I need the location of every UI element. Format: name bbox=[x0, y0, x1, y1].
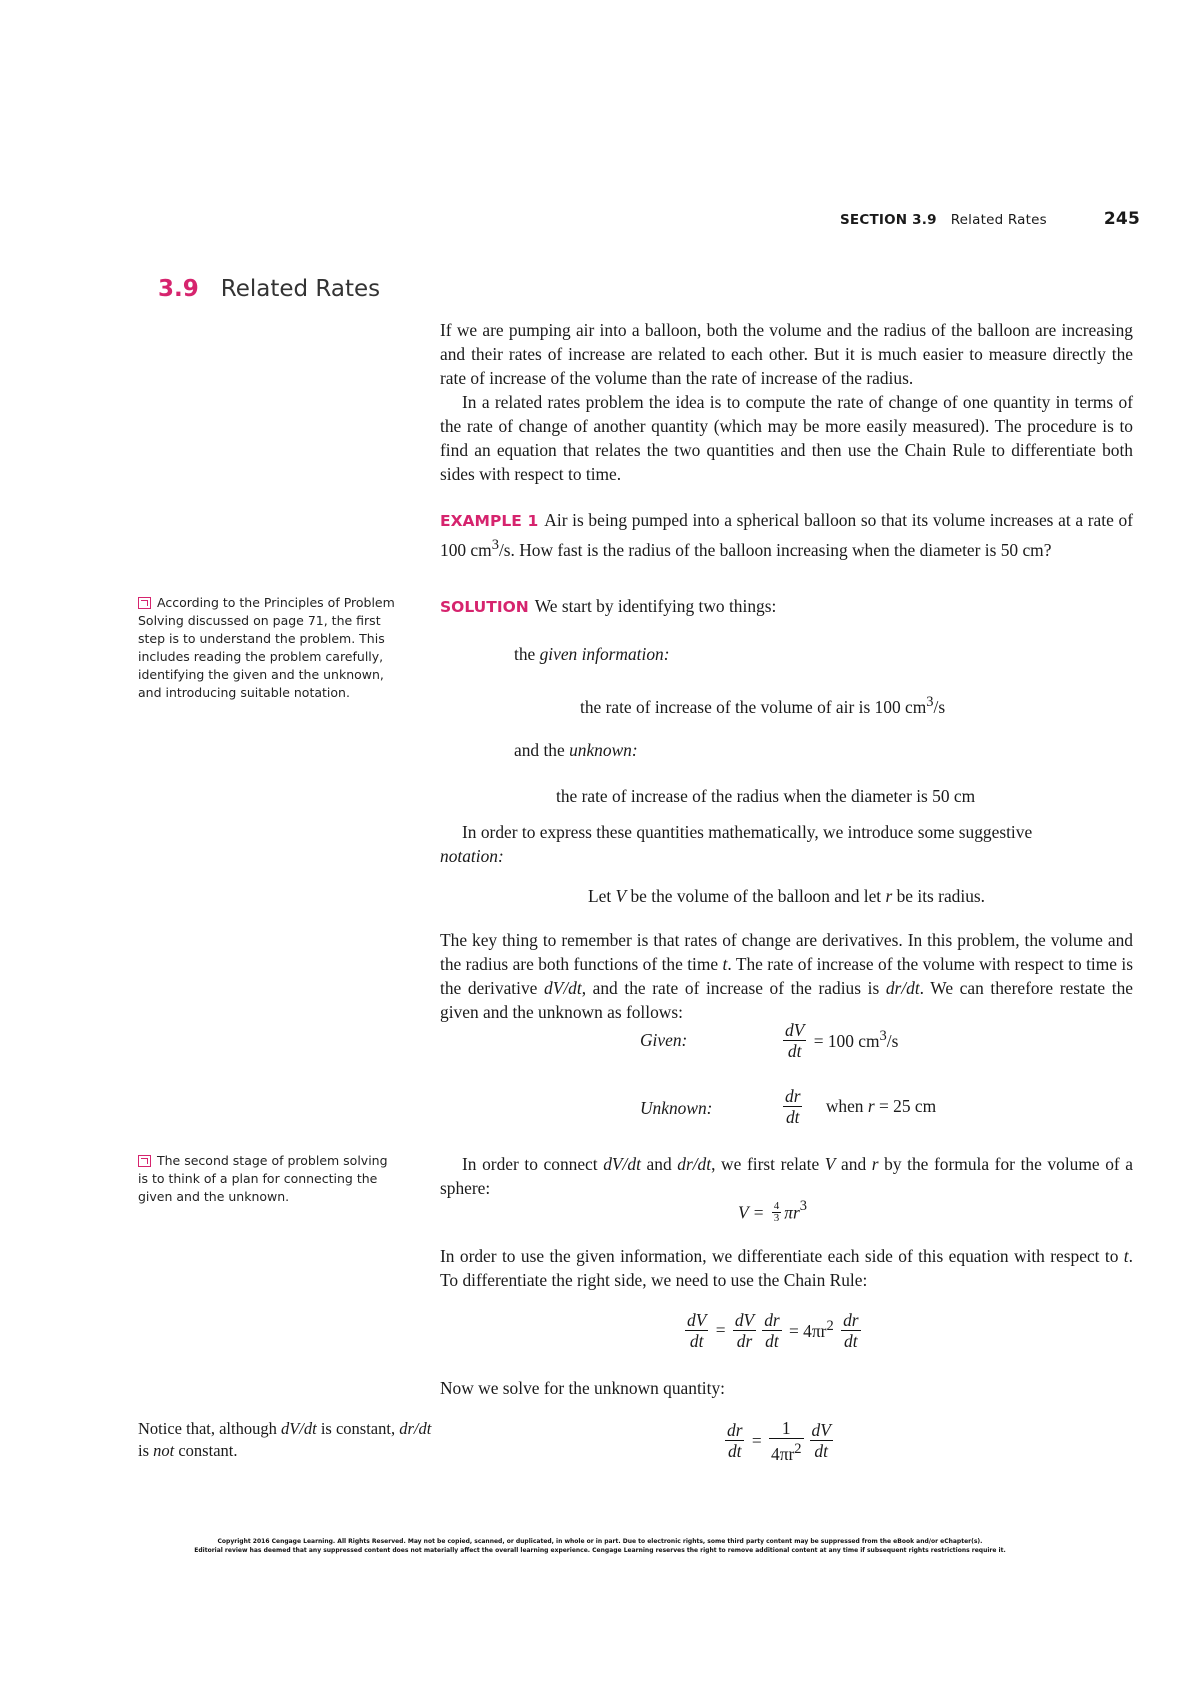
example-text-b: /s. How fast is the radius of the balloon increasing when the diameter is 50 cm? bbox=[498, 539, 1052, 560]
let-b: be the volume of the balloon and let bbox=[626, 886, 886, 906]
connect-v: V bbox=[824, 1154, 836, 1174]
sidebar-note-1 bbox=[138, 594, 400, 702]
solve-paragraph bbox=[440, 1376, 1133, 1400]
note3-not: not bbox=[153, 1441, 175, 1460]
key-d: . We can therefore restate the given and the unknown as follows: bbox=[440, 978, 1133, 1022]
page-number: 245 bbox=[1103, 209, 1140, 229]
fraction-dv-dr bbox=[733, 1310, 756, 1351]
let-v: V bbox=[615, 886, 627, 906]
given-label: given information: bbox=[539, 644, 670, 664]
sidebar-note-1-text: According to the Principles of Problem Solving discussed on page 71, the first step is to understand the problem. This includes reading the problem carefully, identifying the given and the unknown, and introducing suitable notation. bbox=[138, 595, 395, 700]
numerator: dV bbox=[734, 1310, 755, 1330]
superscript: 2 bbox=[794, 1441, 802, 1457]
unknown-eq-r: r bbox=[867, 1096, 875, 1116]
key-paragraph bbox=[440, 928, 1133, 1024]
note3-drdt: dr/dt bbox=[399, 1419, 432, 1438]
unknown-equation-label bbox=[640, 1098, 712, 1119]
sidebar-note-3 bbox=[138, 1418, 438, 1462]
superscript: 2 bbox=[826, 1318, 834, 1335]
sidebar-note-2 bbox=[138, 1152, 400, 1206]
problem-solving-icon bbox=[138, 1155, 151, 1167]
sidebar-note-2-text: The second stage of problem solving is to think of a plan for connecting the given and the unknown. bbox=[138, 1153, 388, 1204]
let-statement bbox=[440, 884, 1133, 908]
fraction-dr-dt bbox=[841, 1310, 860, 1351]
equals-sign: = bbox=[715, 1320, 726, 1340]
denominator: 4πr bbox=[771, 1443, 795, 1464]
unknown-eq-when: when bbox=[825, 1096, 868, 1116]
equals-sign: = bbox=[751, 1430, 762, 1451]
diff-t: t bbox=[1123, 1246, 1129, 1266]
given-eq-label-text: Given: bbox=[640, 1030, 688, 1050]
note3-b: is constant, bbox=[316, 1419, 400, 1438]
diff-b: . To differentiate the right side, we need to use the Chain Rule: bbox=[440, 1246, 1133, 1290]
connect-dvdt: dV/dt bbox=[603, 1154, 641, 1174]
superscript: 3 bbox=[799, 1198, 807, 1214]
running-header bbox=[840, 209, 1140, 229]
denominator: dt bbox=[727, 1441, 742, 1462]
page-title bbox=[158, 276, 380, 302]
notation-label: notation: bbox=[440, 846, 504, 866]
connect-e: by the formula for the volume of a sphere: bbox=[440, 1154, 1134, 1198]
denominator: dt bbox=[689, 1331, 704, 1351]
copyright-footer bbox=[0, 1537, 1200, 1555]
key-a: The key thing to remember is that rates of change are derivatives. In this problem, the volume and the radius are both functions of the time bbox=[440, 930, 1133, 974]
note3-d: constant. bbox=[174, 1441, 238, 1460]
intro-paragraph-2: In a related rates problem the idea is to compute the rate of change of one quantity in terms of the rate of change of another quantity (which may be more easily measured). The procedure is to find an equation that relates the two quantities and then use the Chain Rule to differentiate both sides with respect to time. bbox=[440, 392, 1133, 484]
given-value-line bbox=[580, 690, 1120, 719]
numerator: dV bbox=[785, 1020, 805, 1040]
unknown-equation bbox=[780, 1086, 936, 1127]
title-text: Related Rates bbox=[220, 276, 381, 302]
given-eq-tail: /s bbox=[886, 1031, 899, 1052]
fraction-dr-dt bbox=[725, 1420, 744, 1461]
fraction-dv-dt bbox=[783, 1020, 806, 1061]
solution-label: SOLUTION bbox=[440, 598, 529, 616]
note3-dvdt: dV/dt bbox=[280, 1419, 317, 1438]
fraction-four-thirds bbox=[772, 1201, 782, 1224]
denominator: dt bbox=[814, 1441, 828, 1462]
connect-paragraph bbox=[440, 1152, 1133, 1200]
connect-a: In order to connect bbox=[462, 1154, 604, 1174]
denominator: dt bbox=[785, 1107, 800, 1127]
numerator: 4 bbox=[773, 1200, 780, 1213]
superscript: 3 bbox=[926, 694, 934, 710]
example-1 bbox=[440, 508, 1133, 562]
given-value-unit: /s bbox=[933, 696, 946, 717]
unknown-prefix: and the bbox=[514, 740, 570, 760]
key-c: , and the rate of increase of the radius is bbox=[581, 978, 886, 998]
sphere-lhs: V = bbox=[738, 1202, 769, 1223]
fraction-dr-dt bbox=[762, 1310, 781, 1351]
sphere-formula bbox=[738, 1198, 807, 1224]
key-t: t bbox=[722, 954, 728, 974]
given-info-line bbox=[514, 642, 1114, 666]
title-number: 3.9 bbox=[158, 276, 199, 302]
solve-text: Now we solve for the unknown quantity: bbox=[440, 1378, 725, 1398]
numerator: dr bbox=[785, 1086, 801, 1106]
example-text-a: Air is being pumped into a spherical balloon so that its volume increases at a rate of 100 cm bbox=[440, 510, 1133, 560]
numerator: 1 bbox=[769, 1418, 804, 1439]
key-drdt: dr/dt bbox=[885, 978, 920, 998]
denominator: 3 bbox=[773, 1212, 780, 1225]
differentiate-paragraph bbox=[440, 1244, 1133, 1292]
let-a: Let bbox=[587, 886, 616, 906]
superscript: 3 bbox=[491, 537, 499, 553]
footer-line-1: Copyright 2016 Cengage Learning. All Rights Reserved. May not be copied, scanned, or duplicated, in whole or in part. Due to electronic rights, some third party content may be suppressed from the eBook and/or eChapter(s). bbox=[217, 1538, 983, 1545]
given-equation bbox=[780, 1020, 898, 1061]
denominator: dr bbox=[736, 1331, 753, 1351]
superscript: 3 bbox=[879, 1028, 887, 1045]
fraction-dv-dt bbox=[810, 1420, 833, 1461]
unknown-eq-label-text: Unknown: bbox=[640, 1098, 713, 1118]
chain-coefficient: = 4πr bbox=[789, 1321, 827, 1342]
note3-a: Notice that, although bbox=[138, 1419, 281, 1438]
unknown-label: unknown: bbox=[569, 740, 638, 760]
numerator: dV bbox=[687, 1310, 707, 1330]
given-prefix: the bbox=[514, 644, 540, 664]
problem-solving-icon bbox=[138, 597, 151, 609]
example-label: EXAMPLE 1 bbox=[440, 512, 539, 530]
section-number: SECTION 3.9 bbox=[840, 212, 937, 228]
connect-r: r bbox=[871, 1154, 879, 1174]
denominator: dt bbox=[844, 1331, 858, 1351]
denominator: dt bbox=[765, 1331, 779, 1351]
unknown-value: the rate of increase of the radius when the diameter is 50 cm bbox=[556, 786, 976, 806]
footer-line-2: Editorial review has deemed that any suppressed content does not materially affect the overall learning experience. Cengage Learning reserves the right to remove additional content at any time if subsequent rights restrictions require it. bbox=[194, 1547, 1006, 1554]
section-title: Related Rates bbox=[950, 212, 1047, 228]
connect-b: and bbox=[640, 1154, 678, 1174]
unknown-eq-val: = 25 cm bbox=[874, 1096, 937, 1116]
numerator: dr bbox=[727, 1420, 743, 1441]
chain-rule-equation bbox=[682, 1310, 864, 1351]
let-r: r bbox=[885, 886, 893, 906]
solve-equation bbox=[722, 1418, 836, 1464]
connect-drdt: dr/dt bbox=[677, 1154, 712, 1174]
notation-paragraph bbox=[440, 820, 1133, 868]
intro-paragraph-1: If we are pumping air into a balloon, both the volume and the radius of the balloon are increasing and their rates of increase are related to each other. But it is much easier to measure directly the rate of increase of the volume than the rate of increase of the radius. bbox=[440, 320, 1133, 388]
numerator: dV bbox=[811, 1420, 831, 1441]
solution-intro bbox=[440, 594, 1133, 619]
note3-c: is bbox=[138, 1441, 154, 1460]
connect-c: , we first relate bbox=[711, 1154, 825, 1174]
fraction-dv-dt bbox=[685, 1310, 708, 1351]
solution-text: We start by identifying two things: bbox=[534, 596, 777, 616]
numerator: dr bbox=[764, 1310, 780, 1330]
notation-text: In order to express these quantities mathematically, we introduce some suggestive bbox=[462, 822, 1033, 842]
given-eq-rhs: = 100 cm bbox=[813, 1031, 880, 1052]
fraction-dr-dt bbox=[783, 1086, 802, 1127]
diff-a: In order to use the given information, we differentiate each side of this equation with respect to bbox=[440, 1246, 1124, 1266]
key-dvdt: dV/dt bbox=[544, 978, 582, 998]
unknown-line bbox=[514, 738, 1114, 762]
numerator: dr bbox=[843, 1310, 859, 1330]
key-b: . The rate of increase of the volume with respect to time is the derivative bbox=[440, 954, 1133, 998]
connect-d: and bbox=[835, 1154, 872, 1174]
denominator: dt bbox=[787, 1041, 802, 1061]
unknown-value-line bbox=[556, 784, 1116, 808]
sphere-rhs: πr bbox=[784, 1202, 800, 1223]
intro-section bbox=[440, 318, 1133, 486]
let-c: be its radius. bbox=[892, 886, 986, 906]
given-value: the rate of increase of the volume of air is 100 cm bbox=[580, 696, 927, 717]
given-equation-label bbox=[640, 1030, 687, 1051]
fraction-one-over-4pir2 bbox=[769, 1418, 804, 1464]
